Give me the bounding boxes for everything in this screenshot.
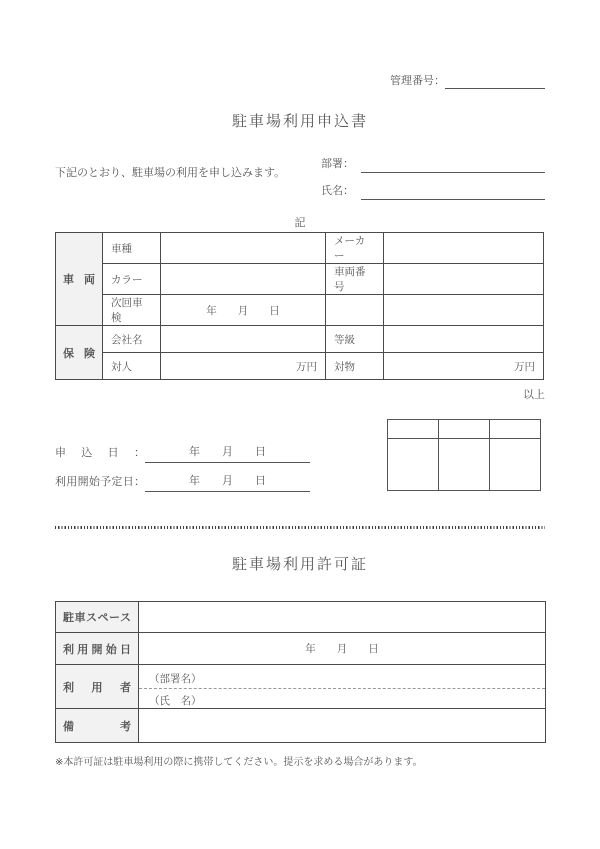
start-date-label: 利用開始予定日：	[55, 476, 145, 488]
bodily-liability-label: 対人	[103, 353, 161, 380]
next-inspection-label: 次回車検	[103, 295, 161, 326]
insurance-group-cell: 保 険	[56, 326, 103, 380]
permit-title: 駐車場利用許可証	[231, 556, 368, 573]
vehicle-number-value[interactable]	[384, 264, 544, 295]
name-label: 氏名：	[321, 185, 354, 197]
user-label: 利 用 者	[56, 665, 139, 709]
admin-number-label: 管理番号：	[390, 75, 445, 87]
stamp-header-cell-2[interactable]	[439, 420, 490, 439]
table-row	[56, 709, 546, 743]
parking-space-value[interactable]	[139, 602, 546, 633]
color-label: カラー	[103, 264, 161, 295]
grade-value[interactable]	[384, 326, 544, 353]
department-line[interactable]	[361, 155, 545, 173]
parking-space-label: 駐車スペース	[56, 602, 139, 633]
table-row	[56, 264, 544, 295]
ki-heading: 記	[294, 217, 306, 229]
table-row	[56, 233, 544, 264]
car-type-value[interactable]	[161, 233, 326, 264]
stamp-body-row	[388, 439, 541, 491]
application-intro: 下記のとおり、駐車場の利用を申し込みます。	[55, 167, 286, 179]
table-row	[56, 295, 544, 326]
apply-date-line[interactable]: 年 月 日	[145, 443, 310, 463]
permit-table	[55, 601, 546, 743]
closing-label: 以上	[523, 389, 545, 401]
table-row	[56, 665, 546, 689]
user-department-value[interactable]: （部署名）	[139, 665, 546, 689]
permit-note: ※本許可証は駐車場利用の際に携帯してください。提示を求める場合があります。	[55, 757, 423, 768]
admin-number-line[interactable]	[445, 75, 545, 89]
table-row	[56, 353, 544, 380]
color-value[interactable]	[161, 264, 326, 295]
maker-label: メーカー	[326, 233, 384, 264]
apply-date-field	[55, 434, 310, 463]
next-inspection-value[interactable]: 年 月 日	[161, 295, 326, 326]
insurance-company-value[interactable]	[161, 326, 326, 353]
table-row	[56, 633, 546, 665]
property-liability-label: 対物	[326, 353, 384, 380]
vehicle-group-cell: 車 両	[56, 233, 103, 326]
remarks-label: 備 考	[56, 709, 139, 743]
empty-label-cell	[326, 295, 384, 326]
permit-start-date-value[interactable]: 年 月 日	[139, 633, 546, 665]
stamp-header-cell-1[interactable]	[388, 420, 439, 439]
stamp-cell-1[interactable]	[388, 439, 439, 491]
stamp-header-cell-3[interactable]	[490, 420, 541, 439]
admin-number-field	[390, 72, 545, 89]
user-name-value[interactable]: （氏 名）	[139, 689, 546, 709]
permit-start-date-label: 利 用 開 始 日	[56, 633, 139, 665]
table-row	[56, 326, 544, 353]
start-date-field	[55, 463, 310, 492]
cut-line-divider	[55, 526, 545, 529]
name-field	[321, 173, 545, 200]
signer-fields	[321, 146, 545, 200]
apply-date-label: 申 込 日 ：	[55, 447, 145, 459]
stamp-header-row	[388, 420, 541, 439]
empty-value-cell[interactable]	[384, 295, 544, 326]
property-liability-value[interactable]: 万円	[384, 353, 544, 380]
car-type-label: 車種	[103, 233, 161, 264]
grade-label: 等級	[326, 326, 384, 353]
department-field	[321, 146, 545, 173]
bodily-liability-value[interactable]: 万円	[161, 353, 326, 380]
start-date-line[interactable]: 年 月 日	[145, 472, 310, 492]
table-row	[56, 602, 546, 633]
approval-stamp-table	[387, 419, 541, 491]
department-label: 部署：	[321, 158, 354, 170]
date-fields	[55, 434, 310, 492]
remarks-value[interactable]	[139, 709, 546, 743]
stamp-cell-2[interactable]	[439, 439, 490, 491]
application-title: 駐車場利用申込書	[231, 113, 368, 130]
stamp-cell-3[interactable]	[490, 439, 541, 491]
insurance-company-label: 会社名	[103, 326, 161, 353]
name-line[interactable]	[361, 182, 545, 200]
application-table	[55, 232, 544, 380]
maker-value[interactable]	[384, 233, 544, 264]
vehicle-number-label: 車両番号	[326, 264, 384, 295]
